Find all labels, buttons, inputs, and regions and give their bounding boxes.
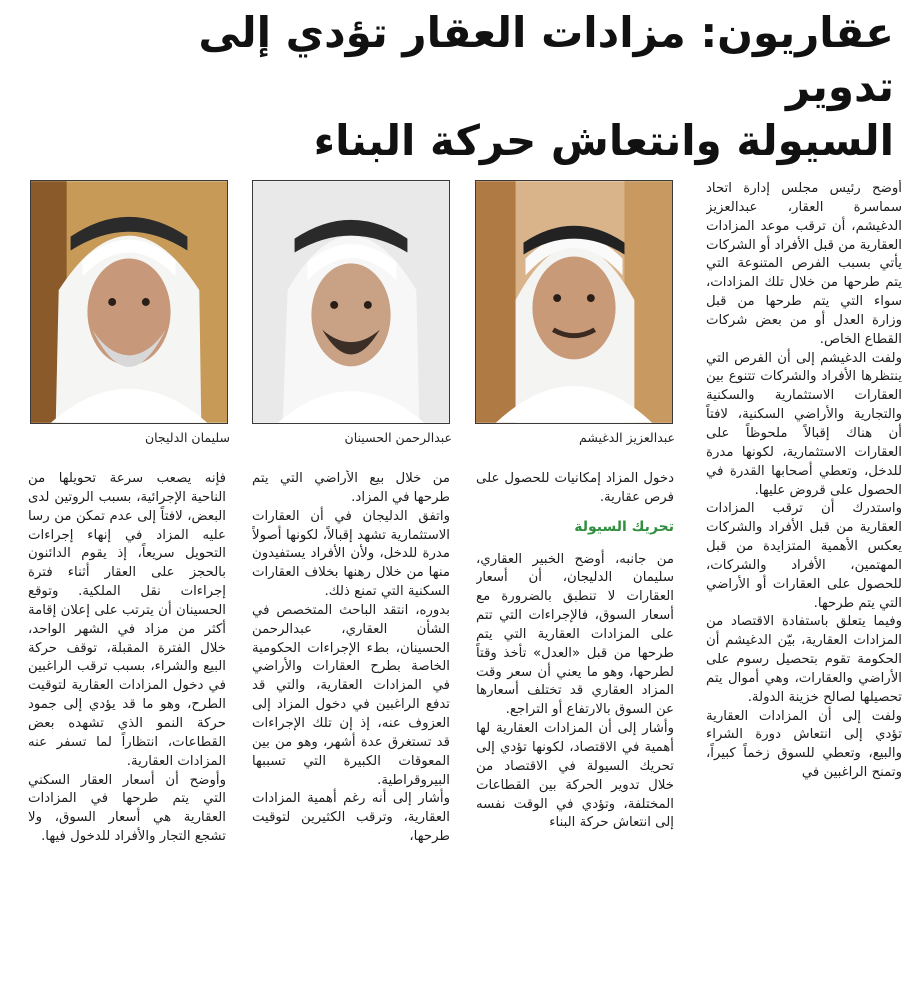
paragraph: وفيما يتعلق باستفادة الاقتصاد من المزادات العقارية، بيّن الدغيشم أن الحكومة تقوم بتحصيل رسوم على الأراضي والعقارات، وهي أموال يتم تحصيلها لصالح خزينة الدولة. <box>706 614 902 705</box>
paragraph: أوضح رئيس مجلس إدارة اتحاد سماسرة العقار، عبدالعزيز الدغيشم، أن ترقب موعد المزادات العقارية من قبل الأفراد أو الشركات يأتي بسبب الفرص المتنوعة التي يتم طرحها من خلال تلك المزادات، سواء التي يتم طرحها من قبل وزارة العدل أو من بعض شركات القطاع الخاص. <box>706 181 902 347</box>
headline-line-2: السيولة وانتعاش حركة البناء <box>313 116 894 165</box>
portrait-3-illustration <box>31 181 227 423</box>
paragraph: ولفت إلى أن المزادات العقارية تؤدي إلى انتعاش دورة الشراء والبيع، وتعطي للسوق زخماً كبيراً، وتمنح الراغبين في <box>706 708 902 781</box>
paragraph: ولفت الدغيشم إلى أن الفرص التي ينتظرها الأفراد والشركات تتنوع بين العقارات الاستثمارية والسكنية والتجارية والأراضي السكنية، لافتاً أن هناك إقبالاً ملحوظاً على العقارات الاستثمارية، لكونها مدرة للدخل، وتعطي أصحابها القدرة في الحصول على قروض عليها. <box>706 350 902 498</box>
paragraph: من خلال بيع الأراضي التي يتم طرحها في المزاد. <box>252 471 450 505</box>
paragraph: فإنه يصعب سرعة تحويلها من الناحية الإجرائية، بسبب الروتين لدى البعض، لافتاً إلى عدم تمكن من رسا عليه المزاد في إنهاء إجراءات التحويل سريعاً، إذ يقوم الدائنون بالحجز على العقار أثناء فترة إجراءات نقل الملكية. وتوقع الحسينان أن يترتب على إعلان إقامة أكثر من مزاد في الشهر الواحد، خلال الفترة المقبلة، توقف حركة البيع والشراء، بسبب ترقب الراغبين في دخول المزادات العقارية لتوقيت الطرح، وهو ما قد يؤدي إلى جمود حركة النمو الذي تشهده بعض القطاعات، انتظاراً لما تسفر عنه المزادات العقارية. <box>28 471 226 769</box>
photo-caption-1: عبدالعزيز الدغيشم <box>579 430 675 445</box>
paragraph: وأوضح أن أسعار العقار السكني التي يتم طرحها في المزادات العقارية هي أسعار السوق، ولا تشجع التجار والأفراد للدخول فيها. <box>28 772 226 845</box>
paragraph: وأشار إلى أن المزادات العقارية لها أهمية في الاقتصاد، لكونها تؤدي إلى تحريك السيولة في الاقتصاد من خلال تدوير الحركة بين القطاعات المختلفة، وتؤدي في الوقت نفسه إلى انتعاش حركة البناء <box>476 721 674 831</box>
article-column-4 <box>28 470 226 980</box>
paragraph: واتفق الدليجان في أن العقارات الاستثمارية تشهد إقبالاً، لكونها أصولاً مدرة للدخل، ولأن الأفراد يستفيدون منها من خلال رهنها بخلاف العقارات السكنية التي تمنع ذلك. <box>252 508 450 600</box>
portrait-photo-3 <box>30 180 228 424</box>
article-column-3 <box>252 470 450 980</box>
paragraph: واستدرك أن ترقب المزادات العقارية من قبل الأفراد والشركات يعكس الأهمية المتزايدة من قبل المهتمين، الأفراد والشركات، للحصول على العقارات أو الأراضي التي يتم طرحها. <box>706 501 902 611</box>
section-subhead: تحريك السيولة <box>574 518 674 535</box>
article-column-2 <box>476 470 674 980</box>
paragraph: من جانبه، أوضح الخبير العقاري، سليمان الدليجان، أن أسعار العقارات لا تنطبق بالضرورة مع أسعار السوق، فالإجراءات التي تتم على المزادات العقارية التي يتم طرحها من قبل «العدل» تأخذ وقتاً لطرحها، وهو ما يعني أن سعر وقت المزاد العقاري قد تختلف أسعارها عن السوق بالارتفاع أو التراجع. <box>476 551 674 718</box>
article-column-1 <box>706 180 902 980</box>
headline <box>96 6 894 168</box>
paragraph: دخول المزاد إمكانيات للحصول على فرص عقارية. <box>476 471 674 505</box>
portrait-photo-2 <box>252 180 450 424</box>
photo-caption-3: سليمان الدليجان <box>144 430 230 445</box>
headline-line-1: عقاريون: مزادات العقار تؤدي إلى تدوير <box>198 8 894 111</box>
paragraph: بدوره، انتقد الباحث المتخصص في الشأن العقاري، عبدالرحمن الحسينان، بطء الإجراءات الحكومية الخاصة بطرح العقارات والأراضي في المزادات العقارية، والتي قد تدفع الراغبين في دخول المزاد إلى العزوف عنه، إذ إن تلك الإجراءات قد تستغرق عدة أشهر، وهو من بين المعوقات الكبيرة التي تسببها البيروقراطية. <box>252 602 450 788</box>
paragraph: وأشار إلى أنه رغم أهمية المزادات العقارية، وترقب الكثيرين لتوقيت طرحها، <box>252 791 450 845</box>
portrait-1-illustration <box>476 181 672 423</box>
portrait-2-illustration <box>253 181 449 423</box>
photo-caption-2: عبدالرحمن الحسينان <box>344 430 452 445</box>
portrait-photo-1 <box>475 180 673 424</box>
